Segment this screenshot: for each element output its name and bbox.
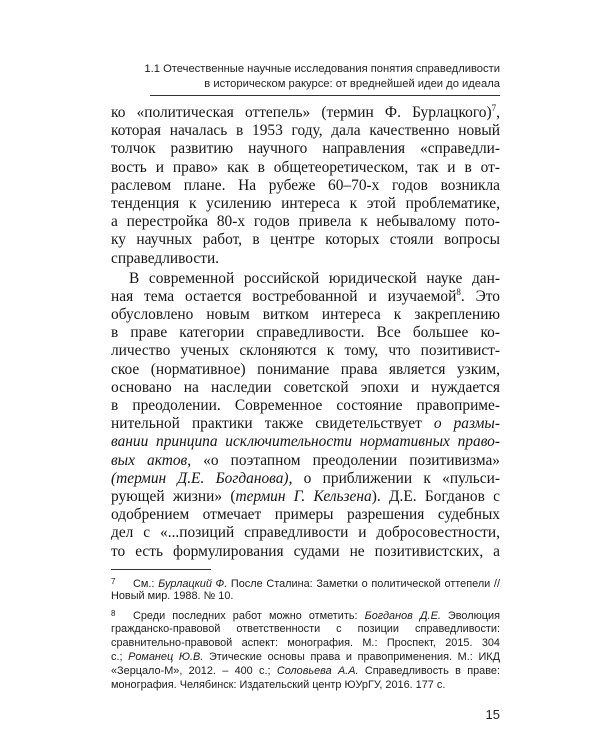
footnote-number: 8 [111,609,116,619]
footnote-line: «Зерцало-М», 2012. – 400 с.; Соловьева А.А. Справедливость в праве: [111,665,500,678]
text-line: основано на наследии советской эпохи и нуждается [111,378,500,396]
text-line: ку научных работ, в центре которых стояли вопросы [111,231,500,249]
text-line: раслевом плане. На рубеже 60–70-х годов возникла [111,176,500,194]
footnote-line: монография. Челябинск: Издательский центр ЮУрГУ, 2016. 177 с. [111,679,446,692]
text-line: вых актов, «о поэтапном преодолении позитивизма» [111,451,500,469]
text-line: одобрением отмечает примеры разрешения судебных [111,506,500,524]
footnote-ref-7[interactable]: 7 [491,102,497,113]
footnote-line: гражданско-правовой ответственности с позиции справедливости: [111,622,500,635]
text-line: в праве категории справедливости. Все большее ко- [111,324,500,342]
text-line: а перестройка 80-х годов привела к небывалому пото- [111,213,500,231]
text-line: вании принципа исключительности нормативных право- [111,433,500,451]
footnote-rule [111,569,211,570]
footnote-7 [111,575,500,603]
text-line: В современной российской юридической науке дан- [129,269,500,287]
text-line: нительной практики также свидетельствует о размы- [111,415,500,433]
text-line: (термин Д.Е. Богданова), о приближении к «пульси- [111,469,500,487]
text-line: справедливости. [111,249,220,267]
text-line: ское (нормативное) понимание права является узким, [111,360,500,378]
text-line: дел с «...позиций справедливости и добросовестности, [111,524,500,542]
footnote-ref-8[interactable]: 8 [456,286,461,297]
running-header-line-1: 1.1 Отечественные научные исследования понятия справедливости [144,63,500,75]
text-line: которая началась в 1953 году, дала качественно новый [111,122,500,140]
paragraph-1 [111,104,500,268]
paragraph-2 [111,270,500,561]
running-header-line-2: в историческом ракурсе: от вреднейшей идеи до идеала [204,77,500,90]
footnote-line: 7 См.: Бурлацкий Ф. После Сталина: Заметки о политической оттепели // [111,577,500,590]
text-line: вость и право» как в общетеоретическом, так и в от- [111,158,500,176]
footnote-line: сравнительно-правовой аспект: монография. М.: Проспект, 2015. 304 [111,636,500,649]
footnote-line: 8 Среди последних работ можно отметить: Богданов Д.Е. Эволюция [111,609,500,623]
footnote-line: Новый мир. 1988. № 10. [111,590,234,603]
body-text [111,104,500,561]
text-line: то есть формулирования судами не позитивистских, а [111,542,500,560]
text-line: обусловлено новым витком интереса к закреплению [111,306,500,324]
text-line: в преодолении. Современное состояние правоприме- [111,397,500,414]
text-line: ко «политическая оттепель» (термин Ф. Бурлацкого)$^7$, [111,102,500,121]
text-line: личество ученых склоняются к тому, что позитивист- [111,342,500,360]
footnote-line: с.; Романец Ю.В. Этические основы права и правоприменения. М.: ИКД [111,650,500,663]
footnotes [111,575,500,697]
text-line: ная тема остается востребованной и изучаемой$^8$. Это [111,286,500,305]
footnote-8 [111,607,500,692]
page-number: 15 [485,707,500,722]
header-rule [150,95,500,96]
text-line: рующей жизни» (термин Г. Кельзена). Д.Е. Богданов с [111,487,500,505]
text-line: тенденция к усилению интереса к этой проблематике, [111,194,500,212]
text-line: толчок развитию научного направления «справедли- [111,140,500,158]
running-header [120,62,500,91]
footnote-number: 7 [111,577,116,586]
